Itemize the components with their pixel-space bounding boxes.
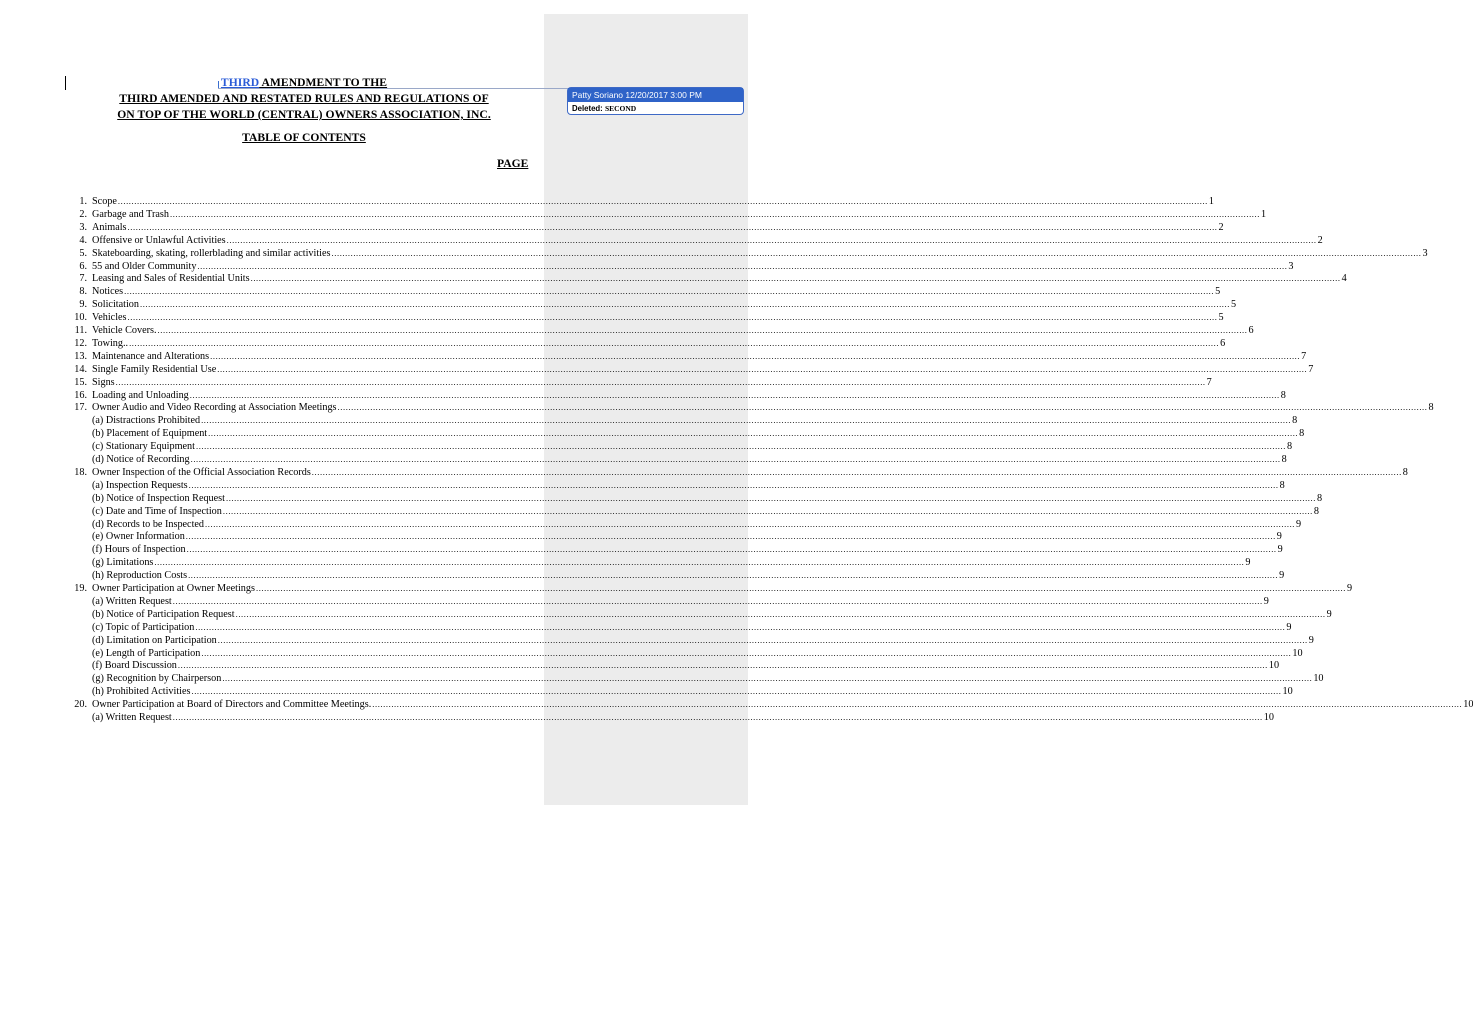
toc-entry-label: Owner Participation at Owner Meetings	[92, 583, 255, 594]
revision-deleted-text: SECOND	[604, 104, 637, 113]
toc-entry-label: (f) Board Discussion	[92, 660, 177, 672]
toc-dot-leader: ................................................................................................................................................................................................................................................................................................................................................................................................................	[169, 208, 1260, 219]
toc-entry-label: (d) Notice of Recording	[92, 454, 190, 465]
toc-entry-label: Single Family Residential Use	[92, 363, 217, 375]
toc-dot-leader: ................................................................................................................................................................................................................................................................................................................................................................................................................	[115, 376, 1206, 387]
toc-entry-number: 15.	[74, 376, 87, 388]
toc-entry-line	[92, 376, 1212, 389]
toc-entry-label: (c) Stationary Equipment	[92, 441, 195, 453]
toc-entry-line	[92, 401, 1434, 414]
toc-entry-label: (h) Reproduction Costs	[92, 570, 188, 582]
toc-entry-page: 9	[1326, 608, 1332, 620]
toc-entry-page: 9	[1286, 621, 1292, 633]
toc-entry-line	[92, 311, 1224, 324]
toc-dot-leader: ................................................................................................................................................................................................................................................................................................................................................................................................................	[124, 286, 1215, 297]
toc-dot-leader: ................................................................................................................................................................................................................................................................................................................................................................................................................	[188, 479, 1279, 490]
toc-dot-leader: ................................................................................................................................................................................................................................................................................................................................................................................................................	[210, 350, 1301, 361]
toc-entry-page: 1	[1260, 208, 1267, 220]
toc-dot-leader: ................................................................................................................................................................................................................................................................................................................................................................................................................	[117, 196, 1208, 206]
toc-entry-number: 17.	[74, 402, 87, 414]
inserted-word[interactable]: THIRD	[220, 76, 260, 89]
toc-entry[interactable]	[0, 582, 1353, 595]
toc-entry-page: 2	[1218, 221, 1224, 233]
toc-entry-line	[92, 195, 1214, 208]
toc-entry-line	[92, 595, 1269, 608]
toc-dot-leader: ................................................................................................................................................................................................................................................................................................................................................................................................................	[217, 363, 1308, 374]
toc-entry-line	[92, 698, 1473, 711]
toc-entry[interactable]	[0, 685, 1293, 698]
revision-action: Deleted:	[572, 104, 603, 113]
toc-dot-leader: ................................................................................................................................................................................................................................................................................................................................................................................................................	[250, 273, 1341, 284]
toc-dot-leader: ................................................................................................................................................................................................................................................................................................................................................................................................................	[225, 492, 1316, 503]
toc-dot-leader: ................................................................................................................................................................................................................................................................................................................................................................................................................	[188, 570, 1279, 581]
toc-dot-leader: ................................................................................................................................................................................................................................................................................................................................................................................................................	[127, 221, 1218, 232]
toc-entry-page: 8	[1428, 402, 1434, 414]
toc-entry-line	[92, 672, 1324, 685]
toc-entry[interactable]	[0, 647, 1303, 660]
toc-dot-leader: ................................................................................................................................................................................................................................................................................................................................................................................................................	[129, 337, 1220, 348]
revision-detail	[568, 102, 743, 115]
toc-entry-label: (f) Hours of Inspection	[92, 544, 186, 556]
toc-entry[interactable]	[0, 608, 1332, 621]
toc-entry-line	[92, 208, 1267, 221]
toc-entry[interactable]	[0, 337, 1226, 350]
toc-entry-label: (e) Owner Information	[92, 531, 185, 543]
toc-entry-line	[92, 518, 1302, 531]
toc-entry[interactable]	[0, 234, 1323, 247]
toc-entry[interactable]	[0, 376, 1212, 389]
revision-balloon[interactable]	[567, 87, 744, 115]
toc-entry-number: 4.	[79, 234, 87, 246]
toc-entry[interactable]	[0, 569, 1285, 582]
toc-dot-leader: ................................................................................................................................................................................................................................................................................................................................................................................................................	[172, 712, 1263, 722]
toc-entry-label: Vehicle Covers.	[92, 325, 157, 336]
toc-entry-label: (g) Recognition by Chairperson	[92, 673, 222, 685]
toc-entry-page: 8	[1316, 492, 1323, 504]
toc-entry-page: 9	[1346, 583, 1353, 594]
toc-entry-line	[92, 569, 1285, 582]
toc-entry[interactable]	[0, 479, 1285, 492]
toc-entry-label: Skateboarding, skating, rollerblading and similar activities	[92, 247, 331, 259]
toc-dot-leader: ................................................................................................................................................................................................................................................................................................................................................................................................................	[197, 260, 1288, 271]
toc-entry-page: 9	[1263, 595, 1269, 607]
toc-entry-line	[92, 505, 1319, 518]
toc-entry-page: 8	[1280, 389, 1286, 401]
toc-entry-label: Maintenance and Alterations	[92, 350, 210, 362]
toc-entry-page: 9	[1308, 634, 1314, 646]
toc-dot-leader: ................................................................................................................................................................................................................................................................................................................................................................................................................	[337, 402, 1428, 413]
toc-entry[interactable]	[0, 427, 1305, 440]
toc-entry[interactable]	[0, 401, 1434, 414]
toc-entry-line	[92, 621, 1292, 634]
toc-dot-leader: ................................................................................................................................................................................................................................................................................................................................................................................................................	[172, 595, 1263, 606]
toc-entry-line	[92, 285, 1221, 298]
toc-entry-line	[92, 659, 1280, 672]
toc-entry-number: 16.	[74, 389, 87, 401]
toc-entry-label: Offensive or Unlawful Activities	[92, 234, 226, 246]
toc-entry-page: 9	[1279, 570, 1285, 582]
toc-entry-line	[92, 685, 1293, 698]
toc-entry-page: 7	[1206, 376, 1212, 388]
toc-dot-leader: ................................................................................................................................................................................................................................................................................................................................................................................................................	[195, 441, 1286, 452]
toc-entry[interactable]	[0, 530, 1282, 543]
toc-entry-page: 8	[1286, 441, 1293, 453]
toc-entry-number: 7.	[79, 273, 87, 285]
toc-entry[interactable]	[0, 672, 1324, 685]
toc-entry-number: 12.	[74, 337, 87, 349]
toc-entry-page: 10	[1263, 712, 1274, 723]
toc-entry-label: (c) Topic of Participation	[92, 621, 195, 633]
toc-entry[interactable]	[0, 621, 1292, 634]
toc-entry[interactable]	[0, 711, 1274, 724]
document-title-line-1	[100, 76, 508, 89]
toc-entry-number: 1.	[79, 196, 87, 207]
toc-entry[interactable]	[0, 518, 1302, 531]
toc-dot-leader: ................................................................................................................................................................................................................................................................................................................................................................................................................	[157, 325, 1248, 335]
toc-entry-page: 4	[1341, 273, 1347, 285]
toc-dot-leader: ................................................................................................................................................................................................................................................................................................................................................................................................................	[201, 647, 1292, 658]
toc-dot-leader: ................................................................................................................................................................................................................................................................................................................................................................................................................	[208, 428, 1299, 439]
toc-entry-page: 5	[1230, 299, 1237, 311]
toc-dot-leader: ................................................................................................................................................................................................................................................................................................................................................................................................................	[139, 299, 1230, 310]
toc-entry-page: 5	[1215, 286, 1221, 298]
toc-entry-page: 10	[1268, 660, 1280, 672]
toc-entry-line	[92, 440, 1293, 453]
toc-entry[interactable]	[0, 453, 1287, 466]
toc-entry-label: (c) Date and Time of Inspection	[92, 505, 222, 517]
toc-entry-label: (a) Distractions Prohibited	[92, 415, 201, 427]
toc-dot-leader: ................................................................................................................................................................................................................................................................................................................................................................................................................	[186, 544, 1277, 555]
revision-author-time: Patty Soriano 12/20/2017 3:00 PM	[568, 88, 743, 102]
toc-entry-line	[92, 582, 1353, 595]
toc-entry-label: (d) Records to be Inspected	[92, 518, 205, 530]
toc-entry-page: 10	[1292, 647, 1303, 659]
toc-entry-line	[92, 608, 1332, 621]
toc-entry-number: 20.	[74, 699, 87, 711]
toc-entry[interactable]	[0, 324, 1254, 337]
toc-entry-label: (a) Inspection Requests	[92, 479, 188, 491]
toc-entry-line	[92, 221, 1224, 234]
toc-dot-leader: ................................................................................................................................................................................................................................................................................................................................................................................................................	[226, 234, 1317, 245]
toc-entry-label: Solicitation	[92, 299, 139, 311]
toc-entry-page: 10	[1282, 686, 1293, 698]
toc-entry-line	[92, 298, 1237, 311]
toc-entry-line	[92, 363, 1314, 376]
toc-entry-number: 18.	[74, 466, 87, 478]
toc-entry-label: Owner Audio and Video Recording at Association Meetings	[92, 402, 337, 414]
toc-entry[interactable]	[0, 247, 1428, 260]
toc-entry-label: (a) Written Request	[92, 712, 172, 723]
toc-entry-number: 9.	[79, 299, 87, 311]
toc-entry-label: Notices	[92, 286, 124, 298]
toc-entry-line	[92, 414, 1298, 427]
toc-entry-page: 6	[1248, 325, 1254, 336]
toc-entry-page: 9	[1245, 557, 1251, 569]
page-column-heading: PAGE	[497, 157, 529, 170]
toc-entry[interactable]	[0, 272, 1347, 285]
toc-dot-leader: ................................................................................................................................................................................................................................................................................................................................................................................................................	[255, 583, 1346, 593]
toc-entry[interactable]	[0, 440, 1293, 453]
toc-entry-page: 7	[1301, 350, 1307, 362]
toc-entry-page: 1	[1208, 196, 1214, 207]
toc-entry-label: Garbage and Trash	[92, 208, 169, 220]
toc-entry-line	[92, 530, 1282, 543]
toc-entry-label: Towing..	[92, 337, 129, 349]
toc-entry-label: (e) Length of Participation	[92, 647, 201, 659]
toc-dot-leader: ................................................................................................................................................................................................................................................................................................................................................................................................................	[331, 247, 1422, 258]
toc-entry[interactable]	[0, 492, 1323, 505]
toc-entry-number: 11.	[74, 325, 87, 336]
toc-entry-line	[92, 479, 1285, 492]
toc-entry-line	[92, 337, 1226, 350]
toc-entry-line	[92, 260, 1294, 273]
toc-entry-page: 10	[1463, 699, 1473, 711]
toc-entry-page: 8	[1402, 466, 1408, 478]
toc-entry-number: 5.	[79, 247, 87, 259]
toc-entry-line	[92, 324, 1254, 337]
toc-entry-page: 8	[1292, 415, 1298, 427]
toc-dot-leader: ................................................................................................................................................................................................................................................................................................................................................................................................................	[185, 531, 1276, 542]
toc-entry-line	[92, 634, 1314, 647]
toc-entry-label: Animals	[92, 221, 127, 233]
toc-entry[interactable]	[0, 350, 1307, 363]
toc-entry-line	[92, 711, 1274, 724]
toc-entry-number: 3.	[79, 221, 87, 233]
toc-entry[interactable]	[0, 505, 1319, 518]
toc-dot-leader: ................................................................................................................................................................................................................................................................................................................................................................................................................	[201, 415, 1292, 426]
toc-entry-page: 5	[1218, 312, 1224, 324]
toc-entry-page: 10	[1313, 673, 1324, 685]
toc-entry-label: (a) Written Request	[92, 595, 172, 607]
toc-entry-page: 8	[1281, 454, 1287, 465]
toc-entry[interactable]	[0, 195, 1214, 208]
toc-entry[interactable]	[0, 659, 1280, 672]
toc-entry[interactable]	[0, 595, 1269, 608]
toc-entry[interactable]	[0, 466, 1408, 479]
toc-dot-leader: ................................................................................................................................................................................................................................................................................................................................................................................................................	[235, 608, 1326, 619]
toc-entry-page: 8	[1313, 505, 1319, 517]
toc-entry-label: (b) Notice of Participation Request	[92, 608, 235, 620]
toc-entry-label: Vehicles	[92, 312, 127, 324]
toc-entry[interactable]	[0, 634, 1314, 647]
toc-dot-leader: ................................................................................................................................................................................................................................................................................................................................................................................................................	[189, 389, 1280, 400]
toc-entry-page: 6	[1220, 337, 1226, 349]
toc-dot-leader: ................................................................................................................................................................................................................................................................................................................................................................................................................	[195, 621, 1286, 632]
toc-entry-line	[92, 389, 1286, 402]
toc-entry-page: 9	[1277, 544, 1283, 556]
toc-entry-label: Loading and Unloading	[92, 389, 189, 401]
text-cursor	[65, 76, 66, 90]
toc-entry-page: 9	[1276, 531, 1282, 543]
toc-entry-label: Scope	[92, 196, 117, 207]
title-line-1-rest: AMENDMENT TO THE	[259, 76, 388, 89]
toc-dot-leader: ................................................................................................................................................................................................................................................................................................................................................................................................................	[205, 518, 1296, 529]
toc-dot-leader: ................................................................................................................................................................................................................................................................................................................................................................................................................	[222, 505, 1313, 516]
toc-dot-leader: ................................................................................................................................................................................................................................................................................................................................................................................................................	[154, 557, 1245, 568]
toc-entry-page: 8	[1279, 479, 1285, 491]
toc-entry-label: (d) Limitation on Participation	[92, 634, 217, 646]
toc-entry-number: 2.	[79, 208, 87, 220]
toc-entry[interactable]	[0, 543, 1283, 556]
toc-entry-line	[92, 556, 1251, 569]
toc-dot-leader: ................................................................................................................................................................................................................................................................................................................................................................................................................	[222, 673, 1313, 684]
toc-entry-number: 19.	[74, 583, 87, 594]
toc-entry-number: 10.	[74, 312, 87, 324]
toc-entry-number: 6.	[79, 260, 87, 272]
toc-entry-label: 55 and Older Community	[92, 260, 197, 272]
toc-dot-leader: ................................................................................................................................................................................................................................................................................................................................................................................................................	[191, 686, 1282, 697]
toc-entry-line	[92, 453, 1287, 466]
toc-entry-label: Signs	[92, 376, 115, 388]
toc-entry-line	[92, 247, 1428, 260]
toc-entry-label: Owner Participation at Board of Directors and Committee Meetings.	[92, 699, 372, 711]
toc-entry-line	[92, 272, 1347, 285]
toc-entry[interactable]	[0, 414, 1298, 427]
toc-entry[interactable]	[0, 311, 1224, 324]
toc-entry-number: 13.	[74, 350, 87, 362]
toc-entry[interactable]	[0, 698, 1473, 711]
toc-entry-label: Owner Inspection of the Official Association Records	[92, 466, 311, 478]
toc-entry-line	[92, 647, 1303, 660]
toc-entry[interactable]	[0, 285, 1221, 298]
toc-entry-page: 9	[1296, 518, 1302, 530]
toc-dot-leader: ................................................................................................................................................................................................................................................................................................................................................................................................................	[372, 699, 1463, 710]
toc-entry[interactable]	[0, 389, 1286, 402]
toc-dot-leader: ................................................................................................................................................................................................................................................................................................................................................................................................................	[177, 660, 1268, 671]
toc-entry[interactable]	[0, 221, 1224, 234]
toc-entry-page: 8	[1299, 428, 1305, 440]
toc-dot-leader: ................................................................................................................................................................................................................................................................................................................................................................................................................	[217, 634, 1308, 645]
toc-entry-label: (h) Prohibited Activities	[92, 686, 191, 698]
toc-entry-line	[92, 492, 1323, 505]
toc-dot-leader: ................................................................................................................................................................................................................................................................................................................................................................................................................	[127, 312, 1218, 323]
toc-entry[interactable]	[0, 208, 1267, 221]
toc-entry-line	[92, 234, 1323, 247]
toc-entry[interactable]	[0, 363, 1314, 376]
toc-dot-leader: ................................................................................................................................................................................................................................................................................................................................................................................................................	[311, 466, 1402, 477]
toc-entry-page: 3	[1422, 247, 1428, 259]
toc-entry-page: 2	[1317, 234, 1323, 246]
toc-entry-label: (b) Notice of Inspection Request	[92, 492, 225, 504]
toc-entry-label: Leasing and Sales of Residential Units	[92, 273, 250, 285]
toc-entry-line	[92, 543, 1283, 556]
document-title-line-3: ON TOP OF THE WORLD (CENTRAL) OWNERS ASSOCIATION, INC.	[117, 108, 491, 121]
toc-heading: TABLE OF CONTENTS	[242, 131, 366, 144]
toc-entry-page: 3	[1288, 260, 1294, 272]
toc-entry-number: 14.	[74, 363, 87, 375]
document-title-line-2: THIRD AMENDED AND RESTATED RULES AND REGULATIONS OF	[119, 92, 489, 105]
toc-entry-page: 7	[1308, 363, 1314, 375]
toc-entry-label: (g) Limitations	[92, 557, 154, 569]
toc-entry-line	[92, 427, 1305, 440]
toc-entry-line	[92, 350, 1307, 363]
toc-dot-leader: ................................................................................................................................................................................................................................................................................................................................................................................................................	[190, 454, 1281, 464]
toc-entry[interactable]	[0, 260, 1294, 273]
toc-entry[interactable]	[0, 298, 1237, 311]
toc-entry[interactable]	[0, 556, 1251, 569]
toc-entry-line	[92, 466, 1408, 479]
toc-entry-label: (b) Placement of Equipment	[92, 428, 208, 440]
toc-entry-number: 8.	[79, 286, 87, 298]
